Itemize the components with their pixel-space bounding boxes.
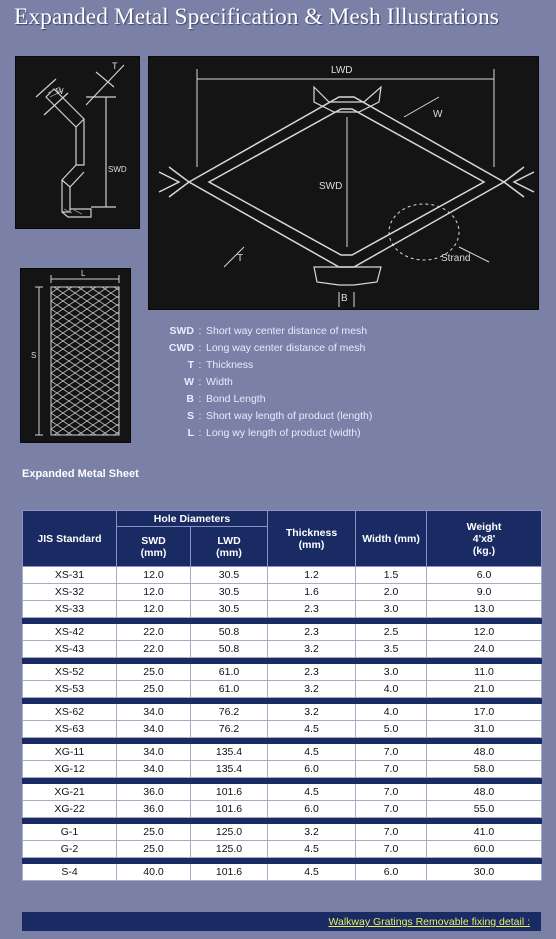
- cell-thickness: 2.3: [268, 664, 356, 681]
- cell-width: 3.5: [356, 641, 427, 658]
- mesh-label-t: T: [237, 253, 244, 264]
- legend-item: CWD : Long way center distance of mesh: [160, 340, 420, 357]
- cell-lwd: 101.6: [191, 784, 268, 801]
- cell-width: 4.0: [356, 681, 427, 698]
- cell-width: 4.0: [356, 704, 427, 721]
- cell-lwd: 50.8: [191, 641, 268, 658]
- cell-width: 6.0: [356, 864, 427, 881]
- table-row: [23, 641, 542, 658]
- mesh-label-w: W: [433, 109, 443, 120]
- cell-lwd: 135.4: [191, 744, 268, 761]
- cell-swd: 25.0: [117, 824, 191, 841]
- cell-weight: 21.0: [427, 681, 542, 698]
- legend-abbr: B: [186, 393, 194, 405]
- cell-swd: 12.0: [117, 567, 191, 584]
- cell-swd: 36.0: [117, 801, 191, 818]
- cell-thickness: 4.5: [268, 744, 356, 761]
- cross-section-label-w: W: [56, 87, 64, 96]
- cell-swd: 34.0: [117, 721, 191, 738]
- cell-width: 2.5: [356, 624, 427, 641]
- header-swd-unit: (mm): [140, 546, 167, 559]
- cell-thickness: 4.5: [268, 841, 356, 858]
- cell-swd: 36.0: [117, 784, 191, 801]
- legend-desc: Short way length of product (length): [206, 410, 373, 422]
- header-thickness: [268, 511, 356, 567]
- cell-standard: XS-32: [23, 584, 117, 601]
- cross-section-label-swd: SWD: [108, 165, 127, 174]
- cell-standard: G-1: [23, 824, 117, 841]
- cell-thickness: 3.2: [268, 681, 356, 698]
- cell-standard: XG-22: [23, 801, 117, 818]
- cell-weight: 55.0: [427, 801, 542, 818]
- cell-thickness: 6.0: [268, 761, 356, 778]
- cell-lwd: 61.0: [191, 681, 268, 698]
- cell-swd: 25.0: [117, 664, 191, 681]
- cell-width: 3.0: [356, 664, 427, 681]
- legend-desc: Bond Length: [206, 393, 266, 405]
- abbreviation-legend: [160, 323, 420, 442]
- cell-standard: XG-12: [23, 761, 117, 778]
- table-row: [23, 664, 542, 681]
- cell-weight: 17.0: [427, 704, 542, 721]
- spec-table-body: [23, 567, 542, 881]
- legend-abbr: S: [186, 410, 194, 422]
- cell-lwd: 101.6: [191, 801, 268, 818]
- cell-weight: 12.0: [427, 624, 542, 641]
- header-hole-diameters: Hole Diameters: [117, 511, 268, 527]
- cell-weight: 30.0: [427, 864, 542, 881]
- cell-weight: 58.0: [427, 761, 542, 778]
- cell-lwd: 30.5: [191, 584, 268, 601]
- cell-weight: 11.0: [427, 664, 542, 681]
- cell-standard: XG-11: [23, 744, 117, 761]
- mesh-label-strand: Strand: [441, 253, 471, 264]
- legend-desc: Long way center distance of mesh: [206, 342, 366, 354]
- header-weight-size: 4'x8': [472, 532, 496, 545]
- legend-item: B : Bond Length: [160, 391, 420, 408]
- cell-weight: 13.0: [427, 601, 542, 618]
- table-footer-bar: [22, 912, 541, 931]
- cell-lwd: 30.5: [191, 601, 268, 618]
- cell-width: 1.5: [356, 567, 427, 584]
- cross-section-label-t: T: [112, 61, 118, 71]
- cell-lwd: 76.2: [191, 721, 268, 738]
- header-thickness-label: Thickness: [285, 526, 338, 539]
- legend-desc: Long wy length of product (width): [206, 427, 361, 439]
- cell-width: 5.0: [356, 721, 427, 738]
- legend-desc: Thickness: [206, 359, 254, 371]
- cell-swd: 12.0: [117, 601, 191, 618]
- table-row: [23, 824, 542, 841]
- cell-weight: 31.0: [427, 721, 542, 738]
- legend-desc: Width: [206, 376, 233, 388]
- cell-width: 7.0: [356, 824, 427, 841]
- legend-item: T : Thickness: [160, 357, 420, 374]
- header-lwd-unit: (mm): [216, 546, 242, 559]
- table-row: [23, 584, 542, 601]
- cell-weight: 41.0: [427, 824, 542, 841]
- cell-width: 3.0: [356, 601, 427, 618]
- cell-lwd: 125.0: [191, 841, 268, 858]
- header-width: Width (mm): [356, 511, 427, 567]
- legend-abbr: W: [184, 376, 194, 388]
- section-title: Expanded Metal Sheet: [22, 468, 139, 480]
- cell-swd: 25.0: [117, 841, 191, 858]
- page-title: Expanded Metal Specification & Mesh Illustrations: [14, 4, 499, 30]
- cell-standard: XS-53: [23, 681, 117, 698]
- cell-standard: XS-62: [23, 704, 117, 721]
- cell-weight: 9.0: [427, 584, 542, 601]
- spec-table: [22, 510, 542, 881]
- cell-thickness: 4.5: [268, 784, 356, 801]
- cell-width: 7.0: [356, 801, 427, 818]
- cell-swd: 25.0: [117, 681, 191, 698]
- cell-thickness: 4.5: [268, 864, 356, 881]
- cell-lwd: 30.5: [191, 567, 268, 584]
- cell-thickness: 1.2: [268, 567, 356, 584]
- table-row: [23, 801, 542, 818]
- walkway-gratings-link[interactable]: Walkway Gratings Removable fixing detail :: [328, 916, 530, 928]
- header-thickness-unit: (mm): [298, 538, 325, 551]
- table-row: [23, 761, 542, 778]
- cell-standard: G-2: [23, 841, 117, 858]
- table-row: [23, 624, 542, 641]
- sheet-label-s: S: [31, 351, 37, 360]
- table-row: [23, 864, 542, 881]
- header-lwd-label: LWD: [217, 534, 241, 547]
- mesh-diamond-illustration: [148, 56, 539, 310]
- legend-item: L : Long wy length of product (width): [160, 425, 420, 442]
- cell-width: 7.0: [356, 744, 427, 761]
- cell-standard: XS-43: [23, 641, 117, 658]
- header-weight: [427, 511, 542, 567]
- table-row: [23, 784, 542, 801]
- cell-weight: 24.0: [427, 641, 542, 658]
- legend-abbr: T: [187, 359, 194, 371]
- cell-swd: 34.0: [117, 744, 191, 761]
- cell-swd: 22.0: [117, 624, 191, 641]
- table-row: [23, 721, 542, 738]
- cell-lwd: 61.0: [191, 664, 268, 681]
- header-standard: JIS Standard: [23, 511, 117, 567]
- legend-item: W : Width: [160, 374, 420, 391]
- sheet-label-l: L: [81, 269, 86, 278]
- cell-standard: XG-21: [23, 784, 117, 801]
- cell-thickness: 2.3: [268, 601, 356, 618]
- cell-width: 2.0: [356, 584, 427, 601]
- cell-swd: 12.0: [117, 584, 191, 601]
- cell-width: 7.0: [356, 784, 427, 801]
- cell-thickness: 1.6: [268, 584, 356, 601]
- cell-lwd: 76.2: [191, 704, 268, 721]
- cell-width: 7.0: [356, 841, 427, 858]
- legend-abbr: L: [187, 427, 194, 439]
- cell-thickness: 3.2: [268, 824, 356, 841]
- cell-thickness: 2.3: [268, 624, 356, 641]
- cell-lwd: 125.0: [191, 824, 268, 841]
- cell-weight: 48.0: [427, 744, 542, 761]
- cell-swd: 22.0: [117, 641, 191, 658]
- cell-thickness: 4.5: [268, 721, 356, 738]
- cell-standard: XS-63: [23, 721, 117, 738]
- cell-weight: 60.0: [427, 841, 542, 858]
- legend-desc: Short way center distance of mesh: [206, 325, 368, 337]
- table-row: [23, 744, 542, 761]
- cell-standard: XS-52: [23, 664, 117, 681]
- cell-weight: 6.0: [427, 567, 542, 584]
- cell-lwd: 50.8: [191, 624, 268, 641]
- cell-swd: 40.0: [117, 864, 191, 881]
- legend-abbr: CWD: [168, 342, 194, 354]
- cross-section-illustration: [15, 56, 140, 229]
- header-weight-label: Weight: [466, 520, 502, 533]
- cell-standard: XS-42: [23, 624, 117, 641]
- mesh-label-b: B: [341, 293, 348, 304]
- mesh-label-lwd: LWD: [331, 65, 353, 76]
- cell-swd: 34.0: [117, 761, 191, 778]
- table-row: [23, 681, 542, 698]
- mesh-label-swd: SWD: [319, 181, 343, 192]
- table-row: [23, 841, 542, 858]
- legend-abbr: SWD: [169, 325, 194, 337]
- cell-swd: 34.0: [117, 704, 191, 721]
- header-weight-unit: (kg.): [472, 544, 496, 557]
- table-row: [23, 704, 542, 721]
- header-swd: [117, 527, 191, 567]
- cell-standard: XS-33: [23, 601, 117, 618]
- cell-lwd: 101.6: [191, 864, 268, 881]
- cell-thickness: 3.2: [268, 641, 356, 658]
- cell-standard: S-4: [23, 864, 117, 881]
- legend-item: S : Short way length of product (length): [160, 408, 420, 425]
- cell-weight: 48.0: [427, 784, 542, 801]
- sheet-illustration: [20, 268, 131, 443]
- table-row: [23, 567, 542, 584]
- cell-standard: XS-31: [23, 567, 117, 584]
- header-swd-label: SWD: [141, 534, 166, 547]
- legend-item: SWD : Short way center distance of mesh: [160, 323, 420, 340]
- cell-width: 7.0: [356, 761, 427, 778]
- table-row: [23, 601, 542, 618]
- cell-thickness: 3.2: [268, 704, 356, 721]
- header-lwd: [191, 527, 268, 567]
- cell-thickness: 6.0: [268, 801, 356, 818]
- cell-lwd: 135.4: [191, 761, 268, 778]
